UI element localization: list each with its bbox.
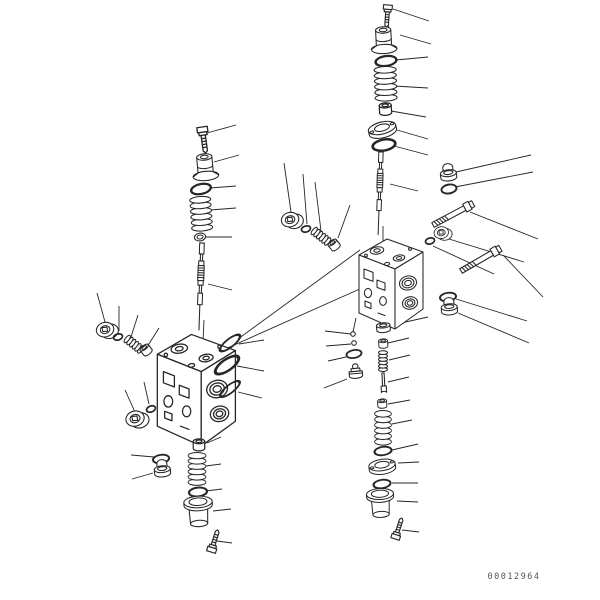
port-cap-left [153, 459, 170, 478]
mounting-bolt-1 [431, 200, 475, 229]
leader-line [390, 184, 418, 191]
spring-seat-lower-1 [379, 339, 388, 349]
check-ball-2 [352, 341, 357, 346]
leader-line [217, 541, 232, 543]
leader-line [237, 366, 264, 371]
parts-layer [95, 5, 503, 554]
control-spool-left [196, 243, 205, 330]
leader-line [326, 344, 351, 346]
check-ball-1 [351, 332, 356, 337]
leader-line [210, 208, 236, 210]
spool-rod-right [380, 373, 386, 393]
leader-line [206, 489, 222, 491]
load-check-spring-left [188, 453, 206, 486]
check-valve-screw-right [382, 5, 392, 28]
return-spring-small [379, 351, 388, 372]
end-cover-oring-right-2 [373, 479, 391, 490]
connector-line [353, 318, 356, 332]
end-cover-left [184, 495, 214, 527]
leader-line [239, 340, 264, 344]
return-spring-large [375, 411, 392, 446]
socket-plug-oring-right [425, 237, 435, 245]
leader-line [131, 315, 138, 337]
end-cover-screw-right [391, 517, 406, 541]
leader-line [391, 111, 426, 117]
leader-line [400, 35, 431, 44]
spool-flange-plate-right [367, 119, 398, 141]
leader-line [206, 464, 221, 466]
leader-line [238, 392, 262, 398]
side-cap-right [441, 297, 458, 315]
spool-oring-right [372, 138, 396, 153]
check-valve-oring-right [375, 55, 397, 68]
check-valve-screw-left [197, 126, 211, 153]
leader-line [214, 155, 239, 162]
leader-line [394, 86, 428, 88]
leader-line [315, 182, 321, 231]
spring-seat-right [379, 102, 392, 115]
leader-line [397, 501, 418, 502]
spring-seat-lower-2 [378, 399, 387, 409]
leader-line [389, 355, 410, 360]
leader-line [338, 205, 350, 238]
leader-line [131, 455, 154, 457]
leader-line [303, 174, 307, 224]
leader-line [393, 9, 429, 21]
leader-line [324, 379, 347, 388]
top-plug-oring-right [441, 183, 458, 194]
leader-line [388, 377, 409, 382]
leader-line [455, 172, 533, 187]
pilot-oring-center [346, 349, 362, 359]
leader-line [325, 331, 351, 334]
leader-line [397, 130, 428, 139]
drain-oring-left [146, 405, 157, 414]
check-valve-spring-left [189, 196, 212, 232]
check-valve-cap-right [370, 26, 397, 54]
load-check-bushing-left [193, 439, 205, 451]
leader-line [456, 155, 531, 172]
leader-line [396, 57, 428, 60]
leader-line [470, 212, 538, 239]
leader-line [144, 382, 149, 404]
leader-line [207, 125, 236, 133]
leader-line [213, 509, 231, 511]
spool-washer-left [194, 232, 206, 241]
leader-line [125, 390, 135, 412]
check-valve-spring-right [374, 66, 397, 101]
leader-line [402, 530, 419, 532]
leader-line [394, 146, 428, 155]
control-spool-right [375, 152, 384, 235]
leader-line [392, 420, 412, 424]
leader-line [97, 293, 105, 322]
end-cover-oring-right-1 [374, 446, 392, 457]
connector-line [238, 250, 360, 339]
leader-line [132, 473, 153, 479]
leader-line [458, 313, 529, 343]
leader-line [284, 163, 291, 212]
leader-line [392, 444, 418, 450]
check-valve-oring-left [190, 182, 212, 196]
relief-plug-left [95, 319, 120, 341]
spring-collar-right [376, 322, 390, 333]
leader-line [456, 299, 527, 321]
leader-line [388, 400, 410, 404]
end-flange-plate-right [368, 458, 396, 477]
end-cover-right [366, 488, 394, 518]
leader-line [147, 328, 159, 347]
valve-body-right [359, 239, 423, 329]
leader-line [328, 357, 346, 361]
leader-line [210, 186, 236, 188]
check-valve-cap-left [191, 153, 219, 182]
leader-line [388, 338, 409, 343]
relief-oring-right [301, 225, 311, 233]
leader-line [398, 462, 419, 463]
top-plug-right [439, 163, 457, 182]
pilot-valve-center [348, 363, 362, 379]
leader-line [208, 284, 232, 290]
drawing-number: 00012964 [487, 572, 541, 582]
